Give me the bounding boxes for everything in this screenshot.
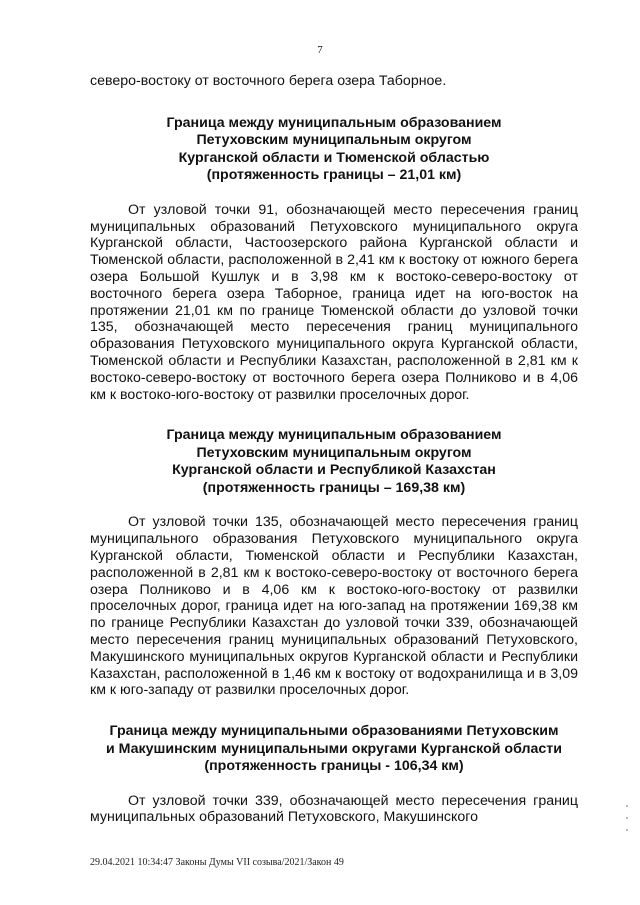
section3-heading xyxy=(90,723,578,776)
section2-heading-line: Курганской области и Республикой Казахстан xyxy=(172,462,496,479)
section1-heading-line: Петуховским муниципальным округом xyxy=(196,132,472,149)
section3-heading-line: и Макушинским муниципальными округами Курганской области xyxy=(106,740,562,757)
section2-heading-line: Петуховским муниципальным округом xyxy=(196,444,472,461)
lead-paragraph: северо-востоку от восточного берега озера Таборное. xyxy=(90,73,447,89)
section3-paragraph: От узловой точки 339, обозначающей место пересечения границ муниципальных образований Петуховского, Макушинского xyxy=(90,792,578,826)
section2-heading xyxy=(90,427,578,497)
margin-dot xyxy=(626,829,628,831)
section1-heading-line: Курганской области и Тюменской областью xyxy=(178,149,490,166)
section1-heading-line: (протяженность границы – 21,01 км) xyxy=(206,167,462,184)
section3-heading-line: Граница между муниципальными образованиями Петуховским xyxy=(109,723,559,740)
section1-heading xyxy=(90,115,578,185)
document-body xyxy=(90,64,578,826)
document-footer: 29.04.2021 10:34:47 Законы Думы VII созыва/2021/Закон 49 xyxy=(90,857,344,868)
page-number: 7 xyxy=(317,44,323,56)
margin-dot xyxy=(626,817,628,819)
section1-paragraph: От узловой точки 91, обозначающей место пересечения границ муниципальных образований Петуховского муниципального округа Курганской области, Частоозерского района Курганской области и Тюменской области, расположенной в 2,41 км к востоку от южного берега озера Большой Кушлук и в 3,98 км к востоко-северо-востоку от восточного берега озера Таборное, граница идет на юго-восток на протяжении 21,01 км по границе Тюменской области до узловой точки 135, обозначающей место пересечения границ муниципального образования Петуховского муниципального округа Курганской области, Тюменской области и Республики Казахстан, расположенной в 2,81 км к востоко-северо-востоку от восточного берега озера Полниково и в 4,06 км к востоко-юго-востоку от развилки проселочных дорог. xyxy=(90,201,578,403)
section3-heading-line: (протяженность границы - 106,34 км) xyxy=(204,758,464,775)
section2-paragraph: От узловой точки 135, обозначающей место пересечения границ муниципального образования Петуховского муниципального округа Курганской области, Тюменской области и Республики Казахстан, расположенной в 2,81 км к востоко-северо-востоку от восточного берега озера Полниково и в 4,06 км к востоко-юго-востоку от развилки проселочных дорог, граница идет на юго-запад на протяжении 169,38 км по границе Республики Казахстан до узловой точки 339, обозначающей место пересечения границ муниципальных образований Петуховского, Макушинского муниципальных округов Курганской области и Республики Казахстан, расположенной в 1,46 км к востоку от водохранилища и в 3,09 км к юго-западу от развилки проселочных дорог. xyxy=(90,514,578,699)
section2-heading-line: (протяженность границы – 169,38 км) xyxy=(202,479,466,496)
margin-dot xyxy=(626,805,628,807)
section2-heading-line: Граница между муниципальным образованием xyxy=(166,427,502,444)
section1-heading-line: Граница между муниципальным образованием xyxy=(166,114,502,131)
